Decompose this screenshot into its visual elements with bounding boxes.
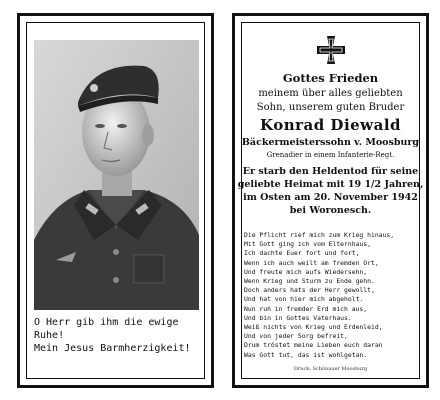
poem-line: Die Pflicht rief mich zum Krieg hinaus, <box>244 231 395 239</box>
iron-cross-icon <box>315 34 347 66</box>
poem-line: Und von jeder Sorg befreit, <box>244 332 348 341</box>
soldier-portrait-photo <box>34 40 199 310</box>
regiment: Grenadier in einem Infanterie-Regt. <box>266 151 395 159</box>
prayer-line: O Herr gib ihm die ewige <box>34 317 179 328</box>
profession: Bäckermeisterssohn v. Moosburg <box>241 137 420 148</box>
poem-line: Doch anders hats der Herr gewollt, <box>244 286 375 295</box>
poem-line: Wenn ich auch weilt am fremden Ort, <box>244 258 379 267</box>
poem-line: Was Gott tut, das ist wohlgetan. <box>244 350 368 359</box>
death-line: geliebte Heimat mit 19 1/2 Jahren, <box>237 179 424 190</box>
poem-line: Und bin in Gottes Vaterhaus. <box>244 313 352 322</box>
poem-line: Mit Gott ging ich vom Elternhaus, <box>244 240 371 249</box>
poem-line: Weiß nichts von Krieg und Erdenleid, <box>244 323 383 332</box>
greeting: Gottes Frieden <box>282 71 379 85</box>
poem-line: Drum tröstet meine Lieben euch daran <box>244 341 383 350</box>
death-line: Er starb den Heldentod für seine <box>242 166 419 177</box>
death-line: im Osten am 20. November 1942 <box>243 192 418 203</box>
memorial-text-card <box>232 13 429 388</box>
portrait-card <box>17 13 214 388</box>
memorial-poem <box>244 231 420 360</box>
printer-mark: Druck: Schönauer Moosburg <box>293 366 368 372</box>
poem-line: Wenn Krieg und Sturm zu Ende gehn. <box>244 277 375 286</box>
soldier-portrait-image <box>34 40 199 310</box>
poem-line: Und freute mich aufs Wiedersehn, <box>244 267 368 276</box>
poem-line: Nun ruh in fremder Erd mich aus, <box>244 304 368 313</box>
death-line: bei Woronesch. <box>289 205 372 216</box>
prayer-line: Ruhe! <box>34 330 65 341</box>
intro-line: Sohn, unserem guten Bruder <box>256 102 405 113</box>
poem-line: Und hat von hier mich abgeholt. <box>244 295 364 304</box>
deceased-name: Konrad Diewald <box>259 116 402 134</box>
intro-line: meinem über alles geliebten <box>258 88 403 99</box>
poem-line: Ich dachte Euer fort und fort, <box>244 249 360 258</box>
prayer-text <box>34 316 204 355</box>
prayer-line: Mein Jesus Barmherzigkeit! <box>34 343 191 354</box>
